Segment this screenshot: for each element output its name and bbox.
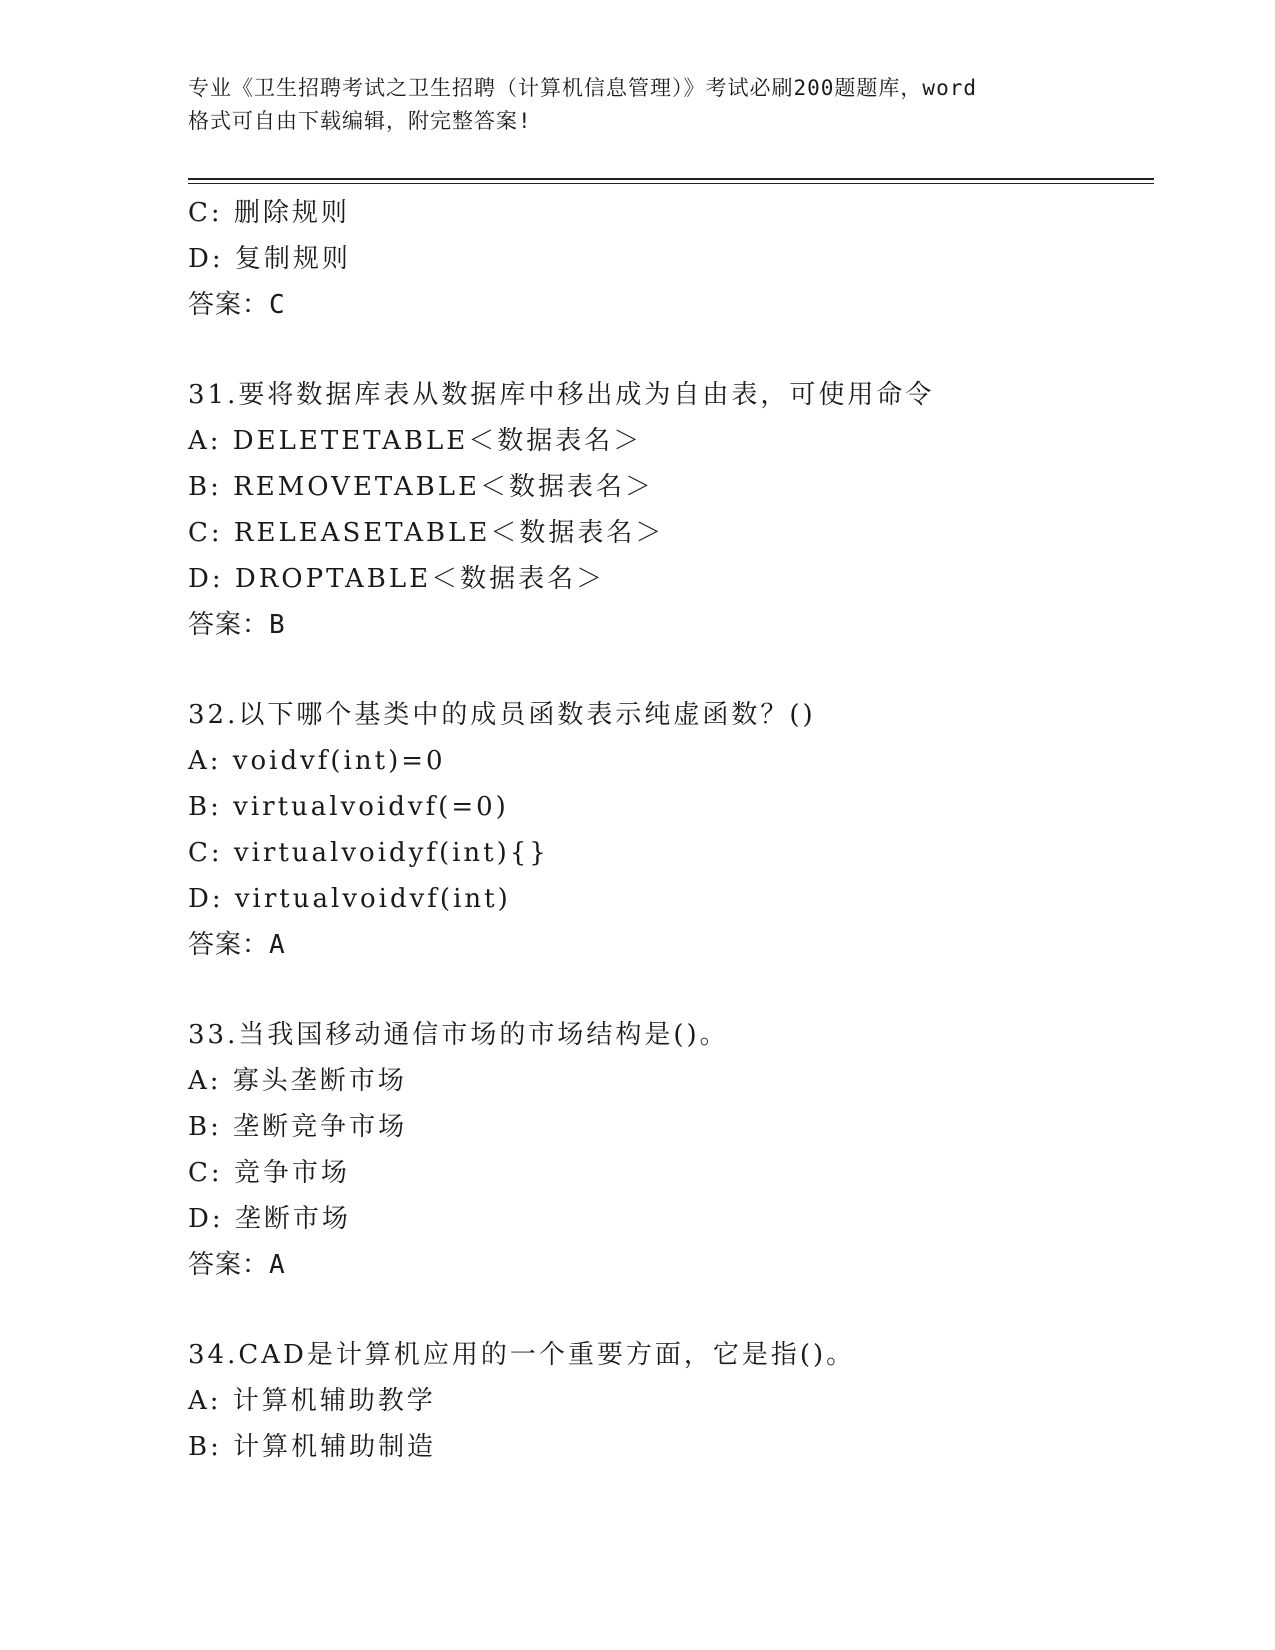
option-text: D: virtualvoidvf(int) (188, 884, 511, 914)
option-text: C: virtualvoidyf(int){} (188, 838, 549, 868)
question-block (188, 1332, 1154, 1470)
document-header (188, 72, 1088, 138)
option-text: B: 计算机辅助制造 (188, 1432, 437, 1462)
question-text: 34.CAD是计算机应用的一个重要方面，它是指()。 (188, 1340, 856, 1370)
option-text: D: 复制规则 (188, 244, 351, 274)
block-spacer (188, 1288, 1154, 1332)
option-text: C: 删除规则 (188, 198, 350, 228)
option-text: D: 垄断市场 (188, 1204, 351, 1234)
option-text: D: DROPTABLE＜数据表名＞ (188, 564, 606, 594)
header-line-1: 专业《卫生招聘考试之卫生招聘（计算机信息管理）》考试必刷200题题库，word (188, 76, 977, 100)
option-text: A: 计算机辅助教学 (188, 1386, 436, 1416)
question-list (188, 190, 1154, 1470)
header-divider-thick (188, 178, 1154, 180)
block-spacer (188, 648, 1154, 692)
option-text: A: voidvf(int)=0 (188, 746, 446, 776)
option-text: B: REMOVETABLE＜数据表名＞ (188, 472, 654, 502)
option-text: C: 竞争市场 (188, 1158, 350, 1188)
header-line-2: 格式可自由下载编辑，附完整答案! (188, 109, 532, 133)
option-text: B: virtualvoidvf(=0) (188, 792, 509, 822)
question-block (188, 372, 1154, 648)
answer-text: 答案：A (188, 930, 286, 960)
option-text: B: 垄断竞争市场 (188, 1112, 408, 1142)
block-spacer (188, 328, 1154, 372)
answer-text: 答案：C (188, 290, 286, 320)
block-spacer (188, 968, 1154, 1012)
question-text: 32.以下哪个基类中的成员函数表示纯虚函数？() (188, 700, 816, 730)
option-text: A: 寡头垄断市场 (188, 1066, 407, 1096)
option-text: C: RELEASETABLE＜数据表名＞ (188, 518, 665, 548)
question-text: 33.当我国移动通信市场的市场结构是()。 (188, 1020, 729, 1050)
header-divider-thin (188, 183, 1154, 184)
question-block (188, 190, 1154, 328)
question-block (188, 1012, 1154, 1288)
answer-text: 答案：B (188, 610, 286, 640)
answer-text: 答案：A (188, 1250, 286, 1280)
option-text: A: DELETETABLE＜数据表名＞ (188, 426, 643, 456)
question-block (188, 692, 1154, 968)
question-text: 31.要将数据库表从数据库中移出成为自由表，可使用命令 (188, 380, 935, 410)
